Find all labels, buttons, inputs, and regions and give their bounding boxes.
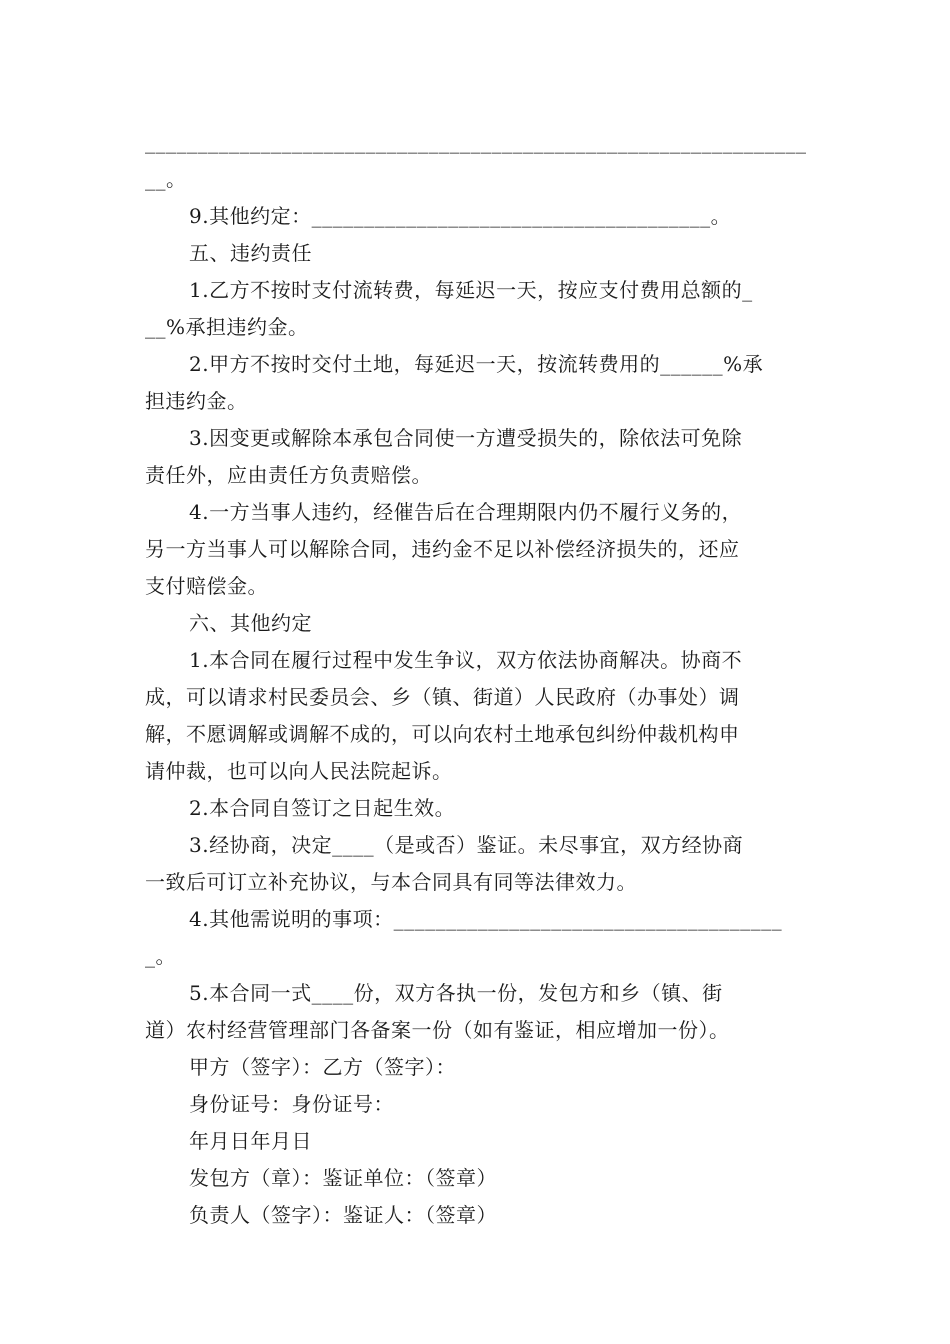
section-heading-breach: 五、违约责任 bbox=[189, 241, 312, 265]
other-clause-3: 3.经协商，决定____（是或否）鉴证。未尽事宜，双方经协商 bbox=[189, 833, 744, 857]
text-line: __%承担违约金。 bbox=[145, 315, 309, 339]
breach-clause-2: 2.甲方不按时交付土地，每延迟一天，按流转费用的______%承 bbox=[189, 352, 764, 376]
signature-party-line: 甲方（签字）：乙方（签字）： bbox=[189, 1055, 456, 1079]
text-line: 担违约金。 bbox=[145, 389, 248, 413]
other-clause-1: 1.本合同在履行过程中发生争议，双方依法协商解决。协商不 bbox=[189, 648, 743, 672]
issuer-seal-line: 发包方（章）：鉴证单位：（签章） bbox=[189, 1166, 497, 1190]
text-line: _______________________________________________________________ bbox=[145, 130, 807, 154]
text-line: _。 bbox=[145, 944, 176, 968]
other-clause-5: 5.本合同一式____份，双方各执一份，发包方和乡（镇、街 bbox=[189, 981, 723, 1005]
text-line: 另一方当事人可以解除合同，违约金不足以补偿经济损失的，还应 bbox=[145, 537, 740, 561]
responsible-person-line: 负责人（签字）：鉴证人：（签章） bbox=[189, 1203, 497, 1227]
breach-clause-4: 4.一方当事人违约，经催告后在合理期限内仍不履行义务的， bbox=[189, 500, 743, 524]
text-line: 一致后可订立补充协议，与本合同具有同等法律效力。 bbox=[145, 870, 637, 894]
section-heading-other: 六、其他约定 bbox=[189, 611, 312, 635]
text-line: 成，可以请求村民委员会、乡（镇、街道）人民政府（办事处）调 bbox=[145, 685, 740, 709]
text-line: 解，不愿调解或调解不成的，可以向农村土地承包纠纷仲裁机构申 bbox=[145, 722, 740, 746]
breach-clause-1: 1.乙方不按时支付流转费，每延迟一天，按应支付费用总额的_ bbox=[189, 278, 753, 302]
text-line: 支付赔偿金。 bbox=[145, 574, 268, 598]
breach-clause-3: 3.因变更或解除本承包合同使一方遭受损失的，除依法可免除 bbox=[189, 426, 743, 450]
text-line: __。 bbox=[145, 167, 187, 191]
contract-text bbox=[145, 124, 807, 1234]
clause-other-agreement: 9.其他约定：______________________________________。 bbox=[189, 204, 732, 228]
other-clause-4: 4.其他需说明的事项：_____________________________________ bbox=[189, 907, 783, 931]
text-line: 道）农村经营管理部门各备案一份（如有鉴证，相应增加一份）。 bbox=[145, 1018, 730, 1042]
id-number-line: 身份证号：身份证号： bbox=[189, 1092, 394, 1116]
other-clause-2: 2.本合同自签订之日起生效。 bbox=[189, 796, 456, 820]
date-line: 年月日年月日 bbox=[189, 1129, 312, 1153]
text-line: 请仲裁，也可以向人民法院起诉。 bbox=[145, 759, 453, 783]
text-line: 责任外，应由责任方负责赔偿。 bbox=[145, 463, 432, 487]
